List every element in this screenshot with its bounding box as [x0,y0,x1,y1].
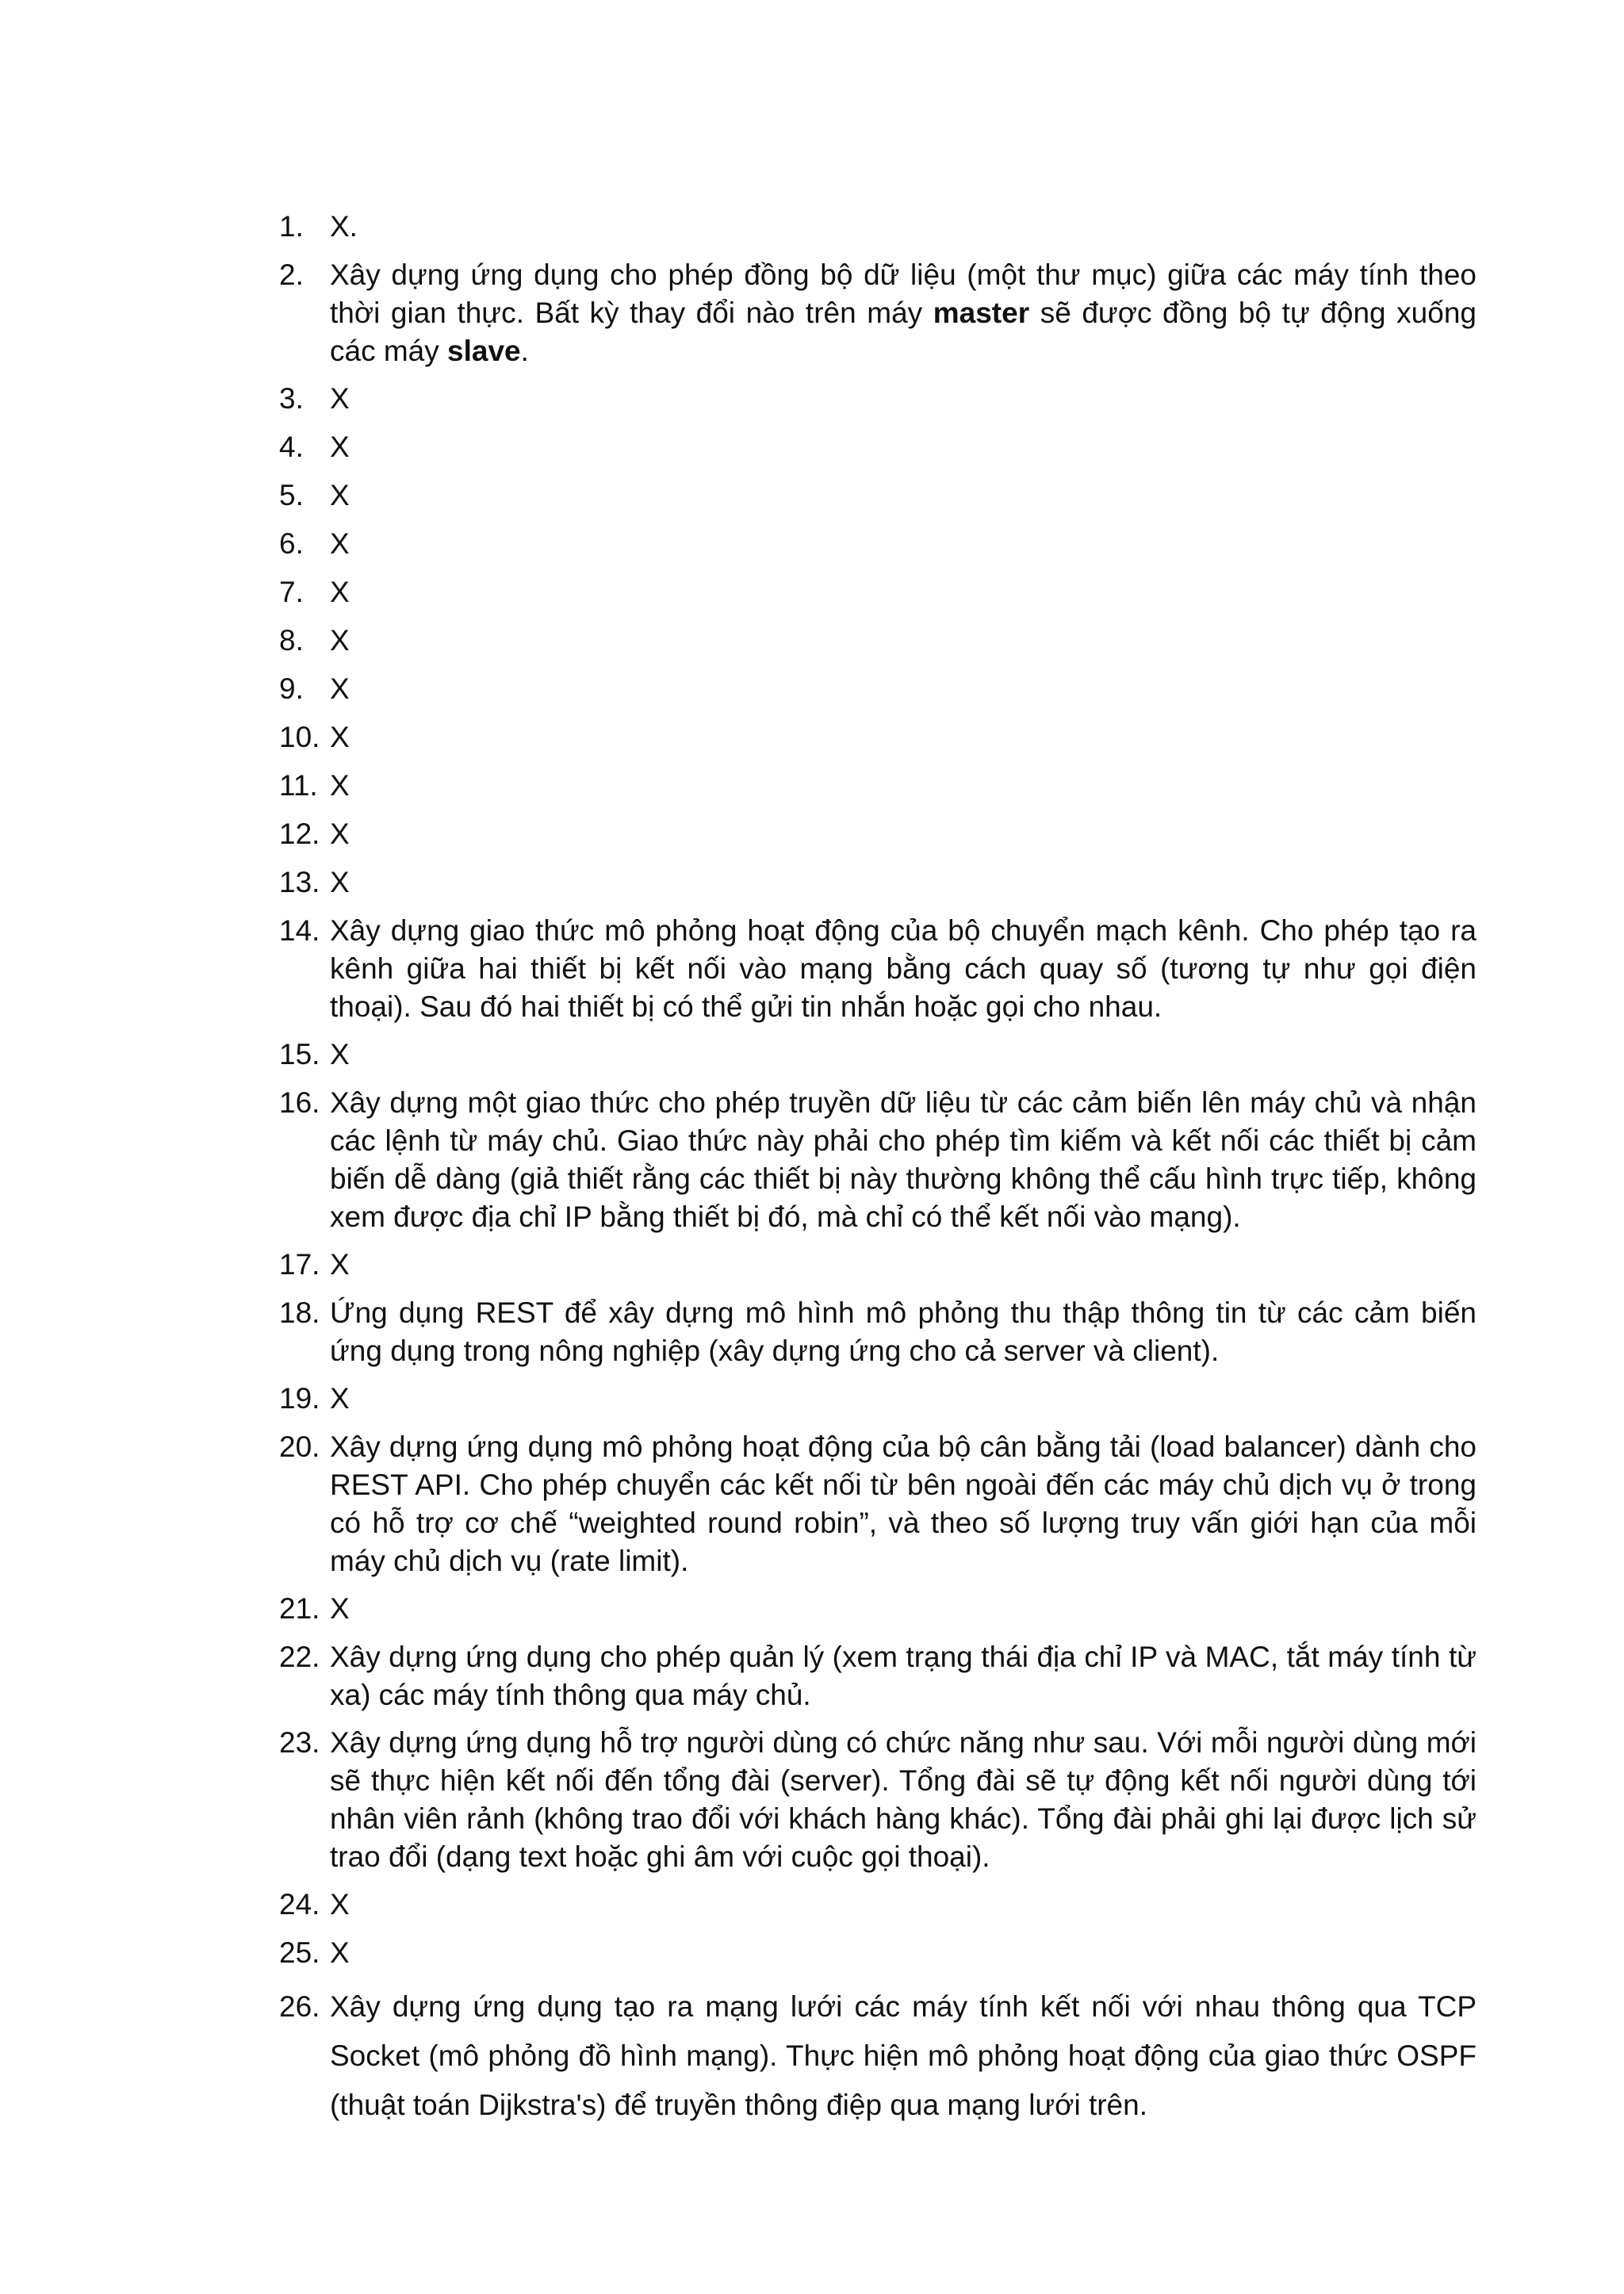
bold-term-slave: slave [447,335,521,367]
list-item [279,767,1477,805]
list-item [279,1724,1477,1876]
text-segment: . [520,335,529,367]
list-item [279,1428,1477,1580]
list-item-number: 21. [279,1592,320,1625]
list-item-text: X [330,1248,350,1281]
list-item-number: 10. [279,721,320,753]
list-item-text: X [330,1936,350,1969]
list-item [279,815,1477,853]
text-segment: Xây dựng ứng dụng cho phép đồng bộ dữ liệu (một thư mục) giữa các máy tính theo thời gian thực. Bất kỳ thay đổi nào trên máy [330,259,1477,329]
list-item [279,477,1477,515]
list-item-number: 13. [279,866,320,898]
list-item-number: 6. [279,527,304,560]
list-item [279,1982,1477,2130]
list-item-text: X [330,672,350,705]
list-item [279,670,1477,708]
list-item-text: X [330,1888,350,1921]
list-item-number: 1. [279,210,304,243]
list-item-number: 23. [279,1726,320,1759]
list-item [279,912,1477,1026]
list-item [279,1246,1477,1284]
list-item-text: X. [330,210,358,243]
list-item-number: 15. [279,1038,320,1070]
list-item-text: X [330,382,350,415]
list-item [279,622,1477,660]
list-item-number: 9. [279,672,304,705]
list-item-text: Xây dựng ứng dụng tạo ra mạng lưới các máy tính kết nối với nhau thông qua TCP Socket (mô phỏng đồ hình mạng). Thực hiện mô phỏng hoạt động của giao thức OSPF (thuật toán Dijkstra's) để truyền thông điệp qua mạng lưới trên. [330,1990,1477,2121]
list-item [279,525,1477,563]
list-item-number: 18. [279,1296,320,1329]
list-item-number: 8. [279,624,304,657]
list-item [279,1294,1477,1370]
list-item-text: X [330,1592,350,1625]
list-item-number: 3. [279,382,304,415]
list-item-text: Xây dựng một giao thức cho phép truyền dữ liệu từ các cảm biến lên máy chủ và nhận các lệnh từ máy chủ. Giao thức này phải cho phép tìm kiếm và kết nối các thiết bị cảm biến dễ dàng (giả thiết rằng các thiết bị này thường không thể cấu hình trực tiếp, không xem được địa chỉ IP bằng thiết bị đó, mà chỉ có thể kết nối vào mạng). [330,1086,1477,1233]
list-item [279,864,1477,902]
list-item-number: 14. [279,914,320,947]
list-item-text: X [330,479,350,511]
list-item [279,573,1477,611]
list-item-number: 2. [279,259,304,291]
list-item-number: 25. [279,1936,320,1969]
list-item-text: X [330,769,350,802]
list-item [279,1934,1477,1972]
text-segment: sẽ được đồng bộ tự động xuống các máy [330,297,1477,367]
list-item [279,208,1477,246]
list-item-number: 4. [279,431,304,463]
list-item-text: Xây dựng giao thức mô phỏng hoạt động của bộ chuyển mạch kênh. Cho phép tạo ra kênh giữa hai thiết bị kết nối vào mạng bằng cách quay số (tương tự như gọi điện thoại). Sau đó hai thiết bị có thể gửi tin nhắn hoặc gọi cho nhau. [330,914,1477,1023]
list-item-text: X [330,576,350,608]
list-item-text: Xây dựng ứng dụng cho phép quản lý (xem trạng thái địa chỉ IP và MAC, tắt máy tính từ xa) các máy tính thông qua máy chủ. [330,1641,1477,1711]
list-item-text: X [330,624,350,657]
list-item-number: 16. [279,1086,320,1119]
list-item-number: 20. [279,1430,320,1463]
list-item-number: 7. [279,576,304,608]
list-item [279,1084,1477,1236]
list-item-text: X [330,818,350,850]
list-item [279,1638,1477,1714]
list-item-text: X [330,866,350,898]
list-item-number: 12. [279,818,320,850]
list-item-text: X [330,1382,350,1415]
list-item-text: Ứng dụng REST để xây dựng mô hình mô phỏng thu thập thông tin từ các cảm biến ứng dụng trong nông nghiệp (xây dựng ứng cho cả server và client). [330,1296,1477,1367]
list-item-text: Xây dựng ứng dụng hỗ trợ người dùng có chức năng như sau. Với mỗi người dùng mới sẽ thực hiện kết nối đến tổng đài (server). Tổng đài sẽ tự động kết nối người dùng tới nhân viên rảnh (không trao đổi với khách hàng khác). Tổng đài phải ghi lại được lịch sử trao đổi (dạng text hoặc ghi âm với cuộc gọi thoại). [330,1726,1477,1873]
list-item-text: X [330,431,350,463]
list-item [279,718,1477,756]
list-item-text: X [330,721,350,753]
list-item-number: 17. [279,1248,320,1281]
list-item [279,1036,1477,1074]
list-item [279,428,1477,466]
list-item-text: Xây dựng ứng dụng mô phỏng hoạt động của bộ cân bằng tải (load balancer) dành cho REST API. Cho phép chuyển các kết nối từ bên ngoài đến các máy chủ dịch vụ ở trong có hỗ trợ cơ chế “weighted round robin”, và theo số lượng truy vấn giới hạn của mỗi máy chủ dịch vụ (rate limit). [330,1430,1477,1577]
list-item-number: 5. [279,479,304,511]
list-item-text: X [330,1038,350,1070]
list-item-number: 19. [279,1382,320,1415]
bold-term-master: master [933,297,1030,329]
list-item-text: X [330,527,350,560]
list-item-number: 11. [279,769,318,802]
project-topic-list [279,208,1477,2139]
list-item-text [330,256,1477,370]
list-item [279,380,1477,418]
list-item-number: 24. [279,1888,320,1921]
list-item [279,1886,1477,1924]
list-item [279,256,1477,370]
list-item [279,1380,1477,1418]
list-item [279,1590,1477,1628]
list-item-number: 22. [279,1641,320,1673]
list-item-number: 26. [279,1990,320,2023]
